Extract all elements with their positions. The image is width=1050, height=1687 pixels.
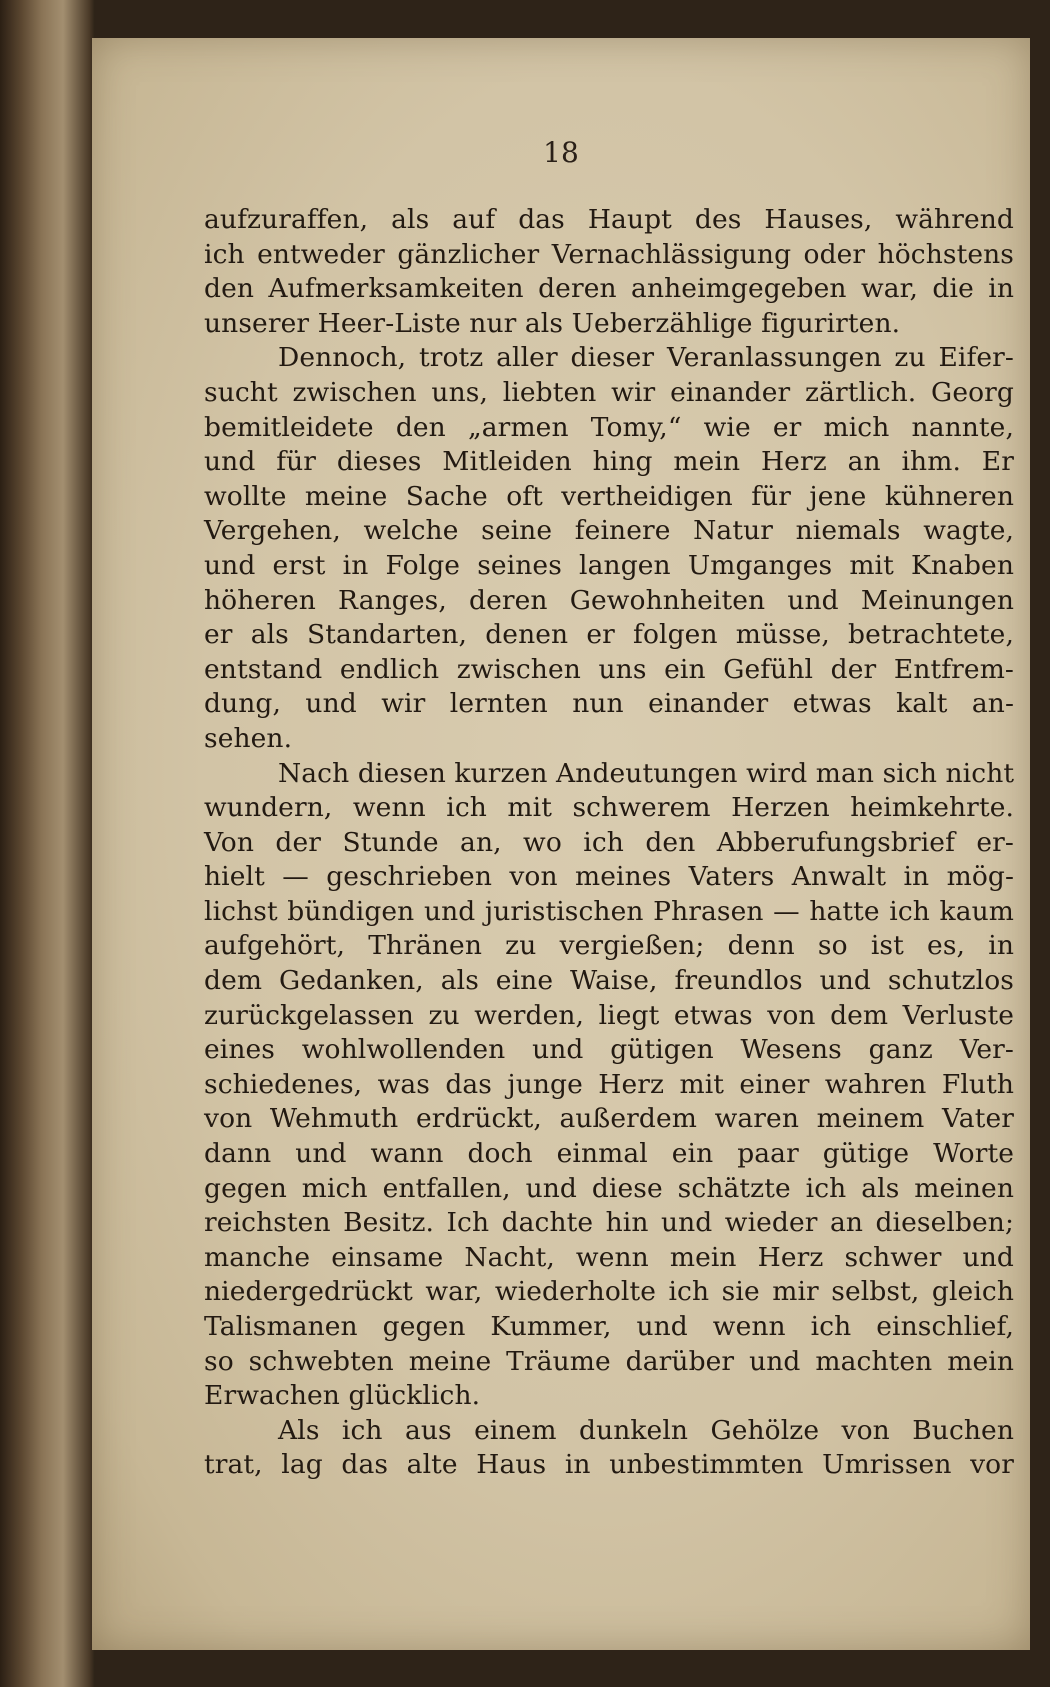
text-line: eines wohlwollenden und gütigen Wesens ganz Ver- [204,1034,1014,1066]
text-line: Erwachen glücklich. [204,1380,481,1412]
text-line: ich entweder gänzlicher Vernachlässigung oder höchstens [204,238,1014,270]
text-line: manche einsame Nacht, wenn mein Herz schwer und [204,1241,1014,1273]
text-line: schiedenes, was das junge Herz mit einer wahren Fluth [204,1068,1014,1100]
book-page [92,38,1030,1650]
text-line: Als ich aus einem dunkeln Gehölze von Buchen [278,1414,1014,1446]
text-line: sehen. [204,722,293,754]
text-line: lichst bündigen und juristischen Phrasen — hatte ich kaum [204,895,1014,927]
text-line: höheren Ranges, deren Gewohnheiten und Meinungen [204,584,1014,616]
text-line: dann und wann doch einmal ein paar gütige Worte [204,1138,1014,1170]
body-text [204,203,1014,1483]
page-number: 18 [543,136,579,169]
text-line: niedergedrückt war, wiederholte ich sie mir selbst, gleich [204,1276,1014,1308]
text-line: aufzuraffen, als auf das Haupt des Hauses, während [204,204,1014,235]
text-line: wollte meine Sache oft vertheidigen für jene kühneren [204,480,1014,512]
text-line: Dennoch, trotz aller dieser Veranlassungen zu Eifer- [278,342,1014,374]
text-line: bemitleidete den „armen Tomy,“ wie er mich nannte, [204,411,1014,443]
text-line: Von der Stunde an, wo ich den Abberufungsbrief er- [204,826,1014,858]
text-line: aufgehört, Thränen zu vergießen; denn so ist es, in [204,930,1014,962]
text-line: trat, lag das alte Haus in unbestimmten Umrissen vor [204,1449,1014,1481]
text-line: gegen mich entfallen, und diese schätzte ich als meinen [204,1172,1014,1204]
text-line: Vergehen, welche seine feinere Natur niemals wagte, [204,515,1014,547]
text-line: zurückgelassen zu werden, liegt etwas von dem Verluste [204,999,1014,1031]
text-line: den Aufmerksamkeiten deren anheimgegeben war, die in [204,273,1014,305]
text-line: reichsten Besitz. Ich dachte hin und wieder an dieselben; [204,1207,1014,1239]
text-line: Talismanen gegen Kummer, und wenn ich einschlief, [204,1311,1014,1342]
text-line: unserer Heer-Liste nur als Ueberzählige figurirten. [204,307,901,339]
text-line: so schwebten meine Träume darüber und machten mein [204,1345,1014,1377]
text-line: entstand endlich zwischen uns ein Gefühl der Entfrem- [204,653,1014,685]
text-line: und erst in Folge seines langen Umganges mit Knaben [204,549,1014,581]
text-line: dung, und wir lernten nun einander etwas kalt an- [204,688,1014,720]
text-line: dem Gedanken, als eine Waise, freundlos und schutzlos [204,965,1014,997]
text-line: wundern, wenn ich mit schwerem Herzen heimkehrte. [204,792,1014,824]
text-line: hielt — geschrieben von meines Vaters Anwalt in mög- [204,861,1014,893]
text-line: sucht zwischen uns, liebten wir einander zärtlich. Georg [204,376,1014,408]
text-line: von Wehmuth erdrückt, außerdem waren meinem Vater [204,1103,1014,1135]
text-line: er als Standarten, denen er folgen müsse, betrachtete, [204,619,1014,651]
text-line: und für dieses Mitleiden hing mein Herz an ihm. Er [204,446,1014,478]
text-line: Nach diesen kurzen Andeutungen wird man sich nicht [278,757,1015,789]
